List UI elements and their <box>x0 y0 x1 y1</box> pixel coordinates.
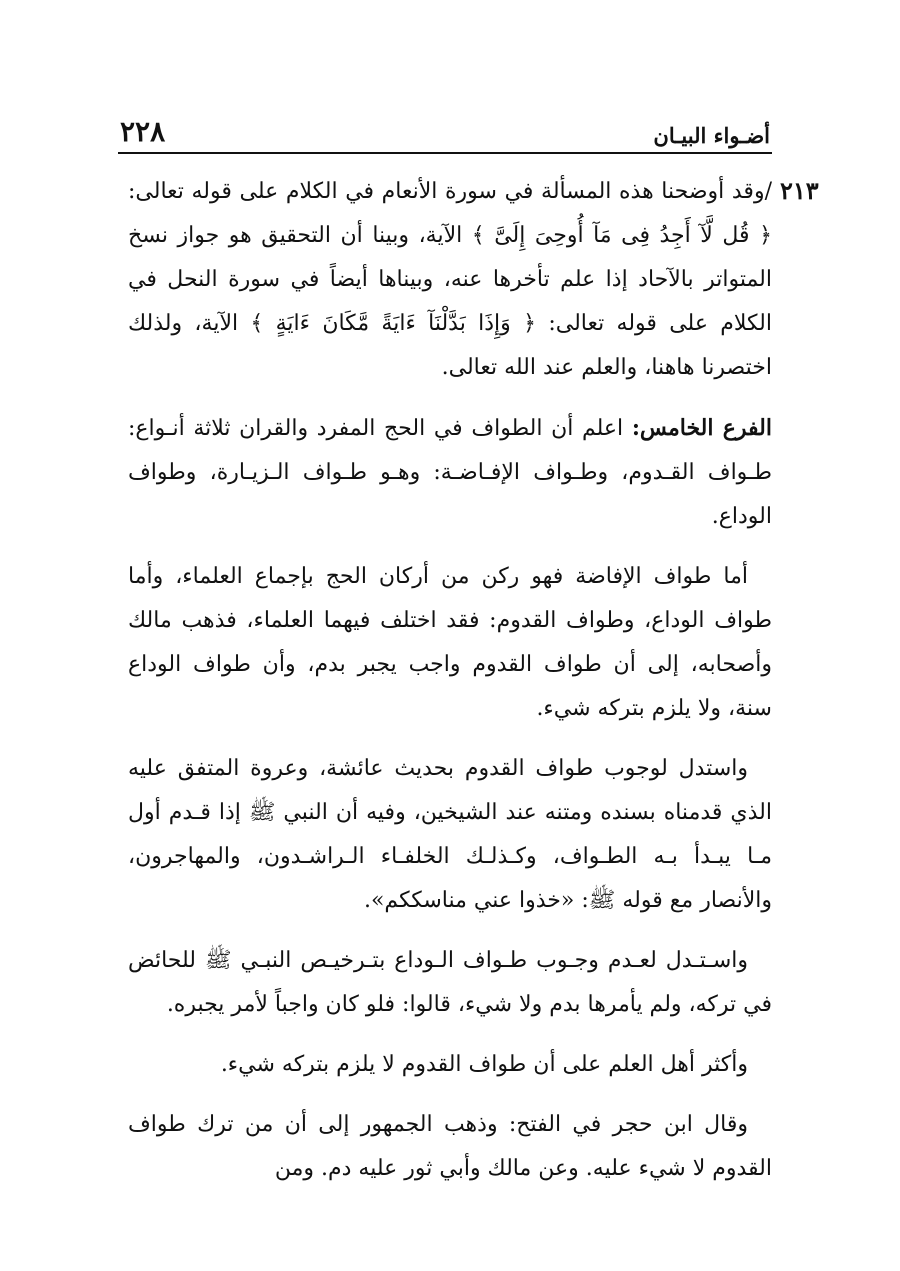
paragraph-text: أما طواف الإفاضة فهو ركن من أركان الحج بإجماع العلماء، وأما طواف الوداع، وطواف القدوم: فقد اختلف فيهما العلماء، فذهب مالك وأصحابه، إلى أن طواف القدوم واجب يجبر بدم، وأن طواف الوداع سنة، ولا يلزم بتركه شيء. <box>128 564 772 721</box>
section-heading: الفرع الخامس: <box>631 415 772 441</box>
margin-page-marker: ٢١٣ <box>780 176 819 205</box>
page-body <box>128 170 772 1207</box>
paragraph-5 <box>128 939 772 1027</box>
paragraph-text: /وقد أوضحنا هذه المسألة في سورة الأنعام في الكلام على قوله تعالى: ﴿ قُل لَّآ أَجِدُ فِى مَآ أُوحِىَ إِلَىَّ ﴾ الآية، وبينا أن التحقيق هو جواز نسخ المتواتر بالآحاد إذا علم تأخرها عنه، وبيناها أيضاً في سورة النحل في الكلام على قوله تعالى: ﴿ وَإِذَا بَدَّلْنَآ ءَايَةً مَّكَانَ ءَايَةٍ ﴾ الآية، ولذلك اختصرنا هاهنا، والعلم عند الله تعالى. <box>128 179 772 380</box>
paragraph-1 <box>128 170 772 390</box>
paragraph-7 <box>128 1103 772 1191</box>
paragraph-3 <box>128 555 772 731</box>
paragraph-text: واسـتـدل لعـدم وجـوب طـواف الـوداع بتـرخيـص النبـي ﷺ للحائض في تركه، ولم يأمرها بدم ولا شيء، قالوا: فلو كان واجباً لأمر يجبره. <box>128 948 772 1017</box>
book-title: أضـواء البيـان <box>653 123 770 148</box>
page-number: ٢٢٨ <box>120 115 166 148</box>
paragraph-text: وقال ابن حجر في الفتح: وذهب الجمهور إلى أن من ترك طواف القدوم لا شيء عليه. وعن مالك وأبي ثور عليه دم. ومن <box>128 1112 772 1181</box>
paragraph-text: اعلم أن الطواف في الحج المفرد والقران ثلاثة أنـواع: طـواف القـدوم، وطـواف الإفـاضـة: وهـو طـواف الـزيـارة، وطواف الوداع. <box>128 416 772 529</box>
paragraph-text: واستدل لوجوب طواف القدوم بحديث عائشة، وعروة المتفق عليه الذي قدمناه بسنده ومتنه عند الشيخين، وفيه أن النبي ﷺ إذا قـدم أول مـا يبـدأ بـه الطـواف، وكـذلـك الخلفـاء الـراشـدون، والمهاجرون، والأنصار مع قوله ﷺ: «خذوا عني مناسككم». <box>128 756 772 913</box>
paragraph-text: وأكثر أهل العلم على أن طواف القدوم لا يلزم بتركه شيء. <box>220 1052 748 1077</box>
paragraph-6 <box>128 1043 772 1087</box>
page-header <box>120 108 770 148</box>
paragraph-2 <box>128 406 772 539</box>
paragraph-4 <box>128 747 772 923</box>
header-rule <box>118 152 772 154</box>
